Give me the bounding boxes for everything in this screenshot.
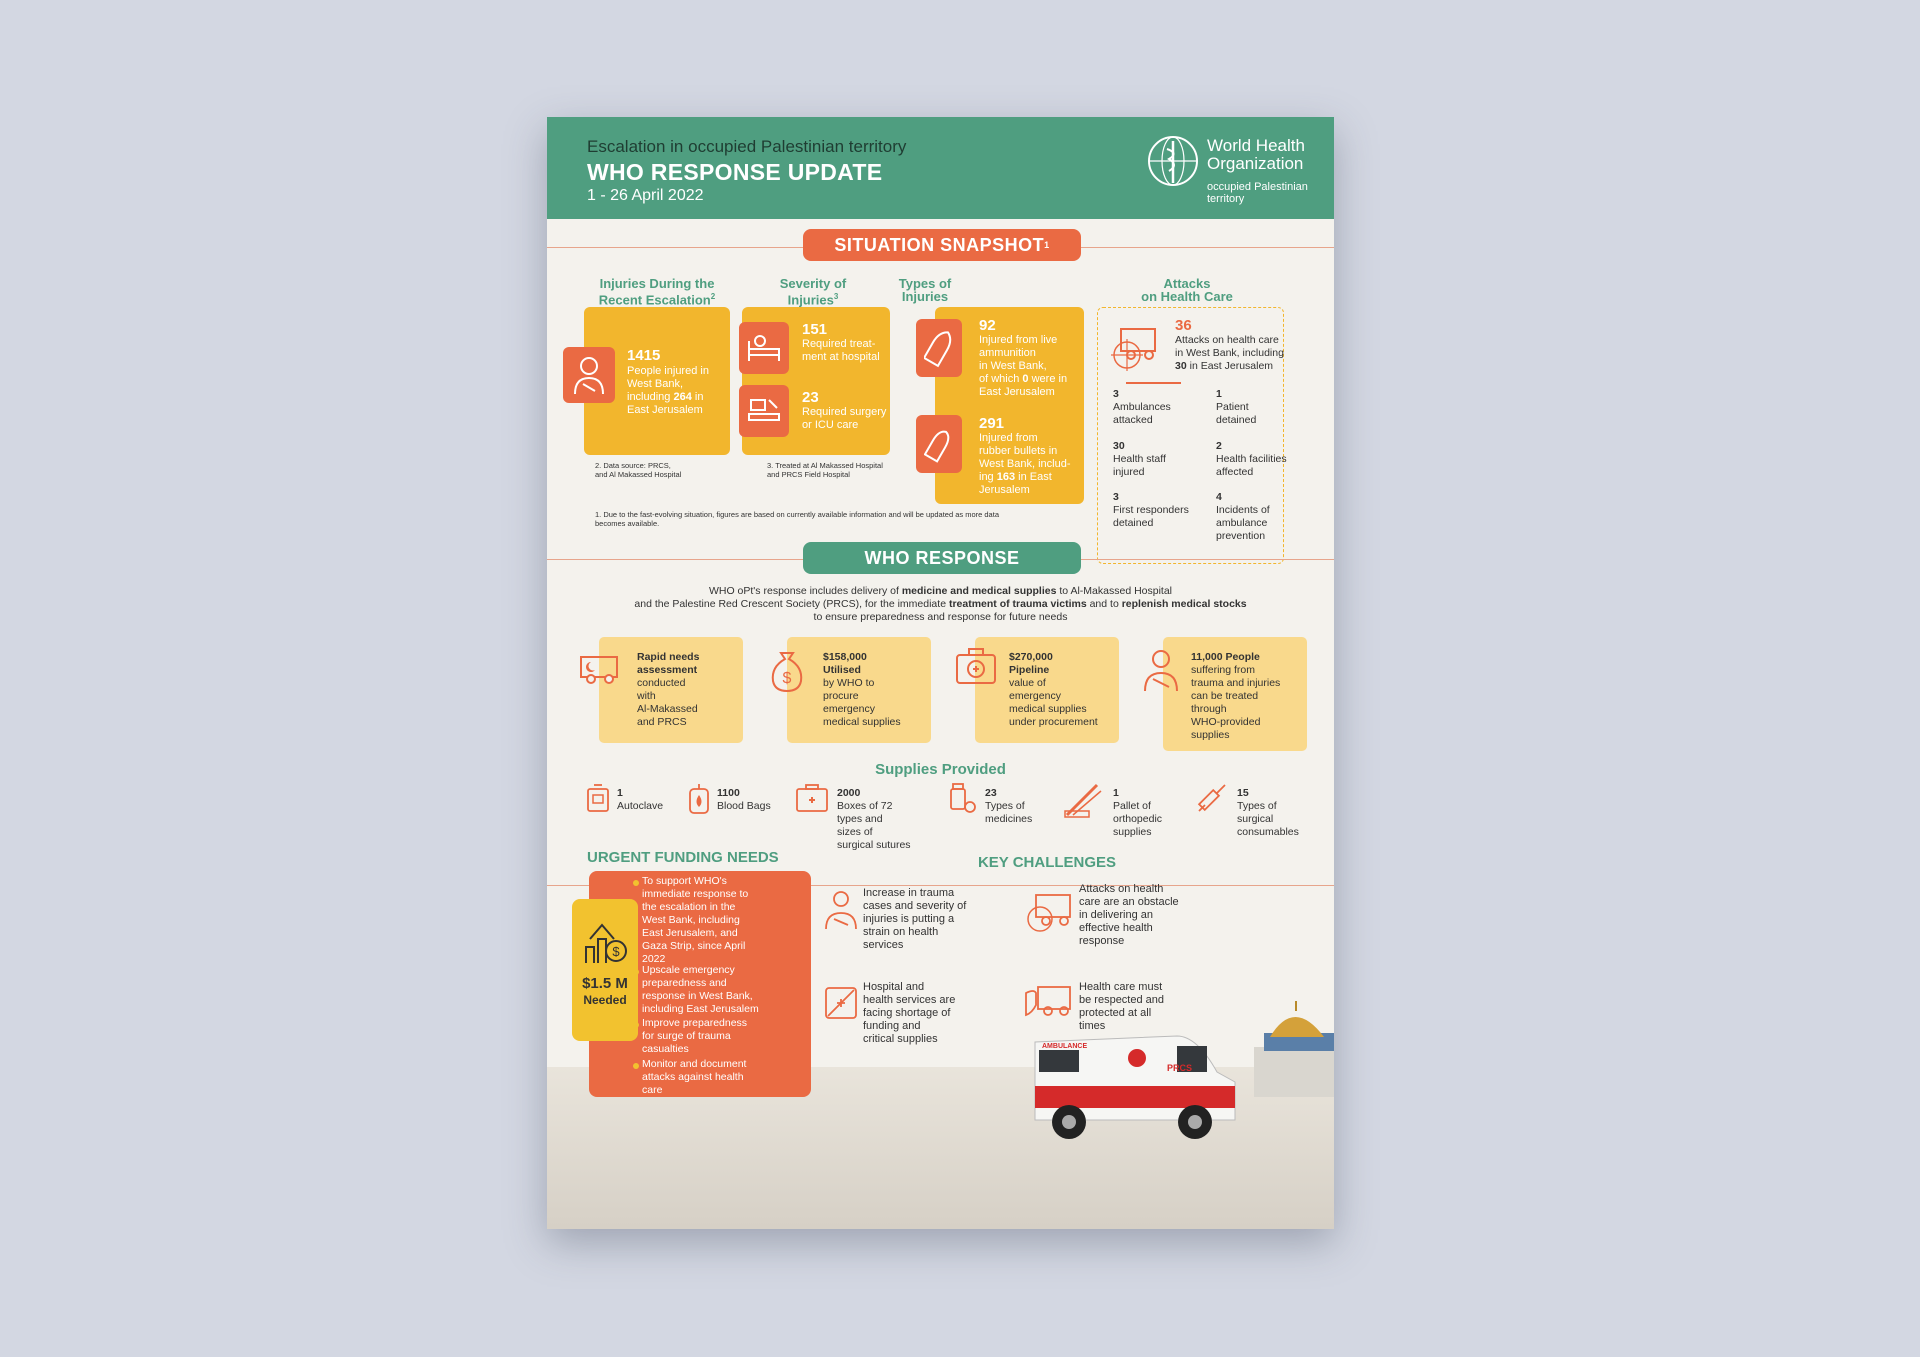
challenges-title: KEY CHALLENGES [977, 854, 1117, 871]
autoclave-icon [585, 783, 611, 815]
supply-item: 1100 Blood Bags [717, 787, 771, 812]
injuries-value: 1415 [627, 347, 661, 364]
severity-text-1: Required treat- ment at hospital [802, 338, 880, 363]
challenge-item: Hospital and health services are facing shortage of funding and critical supplies [863, 981, 956, 1045]
no-supplies-icon [822, 982, 860, 1022]
orthopedic-icon [1061, 781, 1105, 819]
bullet-dot [633, 1022, 639, 1028]
funding-amount: $1.5 M [582, 975, 628, 992]
blood-bag-icon [687, 783, 711, 817]
prcs-label: PRCS [1167, 1063, 1193, 1073]
surgery-icon [739, 385, 789, 437]
attack-item: 3 Ambulances attacked [1113, 388, 1171, 426]
attack-item: 1 Patient detained [1216, 388, 1257, 426]
injured-person-icon [1141, 645, 1181, 693]
supply-item: 1 Pallet of orthopedic supplies [1113, 787, 1163, 838]
supply-item: 15 Types of surgical consumables [1237, 787, 1299, 838]
svg-text:$: $ [782, 670, 792, 687]
funding-bullet: Monitor and document attacks against health care [642, 1058, 747, 1096]
who-region: occupied Palestinian territory [1207, 181, 1308, 205]
medicine-icon [947, 781, 977, 815]
supply-item: 1 Autoclave [617, 787, 664, 812]
response-card-text: $158,000 Utilised by WHO to procure emergency medical supplies [823, 651, 901, 728]
severity-text-2: Required surgery or ICU care [802, 406, 887, 431]
funding-bullet: Improve preparedness for surge of trauma casualties [642, 1017, 748, 1055]
money-bag-icon [767, 643, 807, 693]
funding-bullet: To support WHO's immediate response to the escalation in the West Bank, including East Jerusalem, and Gaza Strip, since April 2022 [642, 875, 749, 965]
svg-text:$: $ [612, 944, 620, 959]
suture-box-icon [795, 783, 829, 813]
note-2: 2. Data source: PRCS, and Al Makassed Hospital [595, 461, 682, 479]
rubber-bullet-icon [916, 415, 962, 473]
injured-person-icon [563, 347, 615, 403]
challenge-item: Increase in trauma cases and severity of injuries is putting a strain on health services [863, 887, 967, 951]
money-growth-icon [580, 917, 630, 967]
bullet-icon [916, 319, 962, 377]
header-date: 1 - 26 April 2022 [587, 187, 704, 204]
attacks-value: 36 [1175, 317, 1192, 334]
header-banner [547, 117, 1334, 219]
supply-item: 23 Types of medicines [985, 787, 1033, 825]
response-intro: WHO oPt's response includes delivery of medicine and medical supplies to Al-Makassed Hospital and the Palestine Red Crescent Society (PRCS), for the immediate treatment of trauma victims and to replenish medical stocks to ensure preparedness and response for future needs [634, 585, 1247, 623]
attack-item: 2 Health facilities affected [1216, 440, 1287, 478]
footnote-1: 1. Due to the fast-evolving situation, figures are based on currently available information and will be updated as more data becomes available. [595, 510, 999, 528]
infographic-sheet [547, 117, 1334, 1229]
attack-item: 4 Incidents of ambulance prevention [1216, 491, 1270, 542]
supplies-title: Supplies Provided [875, 761, 1006, 778]
bullet-dot [633, 880, 639, 886]
attacks-underline [1126, 382, 1181, 384]
response-card-text: 11,000 People suffering from trauma and injuries can be treated through WHO-provided supplies [1191, 651, 1281, 741]
severity-value-2: 23 [802, 389, 819, 406]
severity-value-1: 151 [802, 321, 828, 338]
note-3: 3. Treated at Al Makassed Hospital and PRCS Field Hospital [767, 461, 883, 479]
syringe-icon [1195, 781, 1229, 815]
types-value-1: 92 [979, 317, 996, 334]
protected-ambulance-icon [1022, 979, 1076, 1023]
types-text-2: Injured from rubber bullets in West Bank, includ- ing 163 in East Jerusalem [979, 432, 1071, 496]
who-emblem-icon [1145, 133, 1201, 189]
ambulance-icon [577, 647, 623, 687]
section-title-snapshot: SITUATION SNAPSHOT 1 [803, 229, 1081, 261]
response-card-text: Rapid needs assessment conducted with Al-Makassed and PRCS [637, 651, 700, 728]
header-title: WHO RESPONSE UPDATE [587, 159, 883, 185]
medical-kit-icon [953, 645, 999, 687]
who-name: World Health Organization [1207, 136, 1305, 173]
ambulance-label: AMBULANCE [1042, 1043, 1088, 1050]
challenge-item: Health care must be respected and protected at all times [1079, 981, 1165, 1032]
heading-attacks: Attacks on Health Care [1141, 276, 1233, 304]
attack-item: 3 First responders detained [1113, 491, 1189, 529]
funding-bullet: Upscale emergency preparedness and response in West Bank, including East Jerusalem [642, 964, 759, 1015]
bullet-dot [633, 969, 639, 975]
injured-person-icon [822, 887, 860, 931]
challenge-item: Attacks on health care are an obstacle in delivering an effective health response [1079, 883, 1179, 947]
ambulance-target-icon [1022, 887, 1076, 935]
heading-types: Types of Injuries [898, 276, 952, 304]
types-value-2: 291 [979, 415, 1005, 432]
types-text-1: Injured from live ammunition in West Bank, of which 0 were in East Jerusalem [979, 334, 1068, 398]
header-subtitle: Escalation in occupied Palestinian territory [587, 137, 907, 156]
heading-severity: Severity of Injuries$^3$ [779, 276, 847, 308]
dome-building [1234, 997, 1334, 1097]
ambulance-target-icon [1107, 321, 1163, 371]
injuries-text: People injured in West Bank, including 264 in East Jerusalem [627, 365, 709, 416]
funding-title: URGENT FUNDING NEEDS [587, 849, 779, 866]
response-card-text: $270,000 Pipeline value of emergency medical supplies under procurement [1009, 651, 1098, 728]
funding-amount-label: Needed [583, 993, 627, 1007]
hospital-bed-icon [739, 322, 789, 374]
bullet-dot [633, 1063, 639, 1069]
supply-item: 2000 Boxes of 72 types and sizes of surgical sutures [837, 787, 911, 851]
attack-item: 30 Health staff injured [1113, 440, 1166, 478]
heading-injuries: Injuries During the Recent Escalation$^2$ [598, 276, 716, 308]
attacks-text: Attacks on health care in West Bank, including 30 in East Jerusalem [1175, 334, 1284, 372]
section-title-response: WHO RESPONSE [803, 542, 1081, 574]
